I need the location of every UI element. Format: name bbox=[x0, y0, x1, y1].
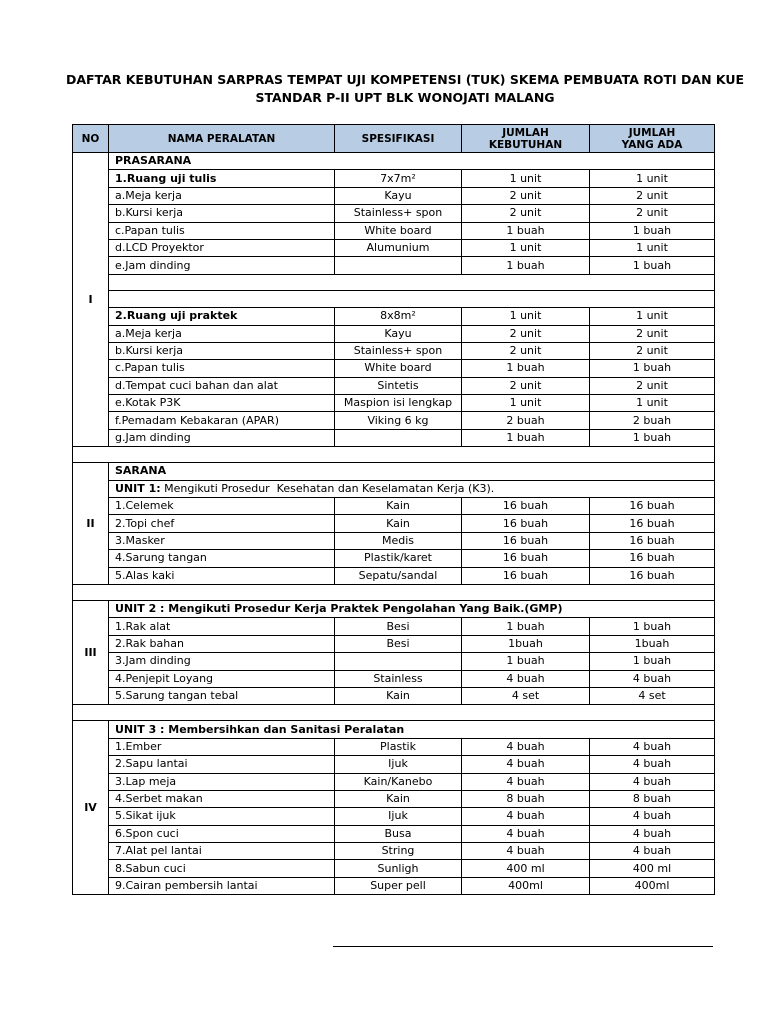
item-need: 1 buah bbox=[462, 222, 590, 239]
table-row bbox=[73, 635, 715, 652]
item-name: 5.Alas kaki bbox=[109, 567, 335, 584]
item-need: 4 buah bbox=[462, 738, 590, 755]
item-need: 8 buah bbox=[462, 790, 590, 807]
section-separator-row bbox=[73, 447, 715, 463]
item-need: 4 buah bbox=[462, 843, 590, 860]
table-row bbox=[73, 860, 715, 877]
spacer-cell bbox=[109, 274, 715, 290]
item-need: 1 buah bbox=[462, 360, 590, 377]
item-need: 400 ml bbox=[462, 860, 590, 877]
table-row bbox=[73, 187, 715, 204]
item-spec: Stainless+ spon bbox=[335, 205, 462, 222]
item-have: 2 unit bbox=[590, 187, 715, 204]
item-name: 3.Masker bbox=[109, 532, 335, 549]
section-heading: UNIT 2 : Mengikuti Prosedur Kerja Praktek Pengolahan Yang Baik.(GMP) bbox=[109, 600, 715, 617]
item-spec: Sepatu/sandal bbox=[335, 567, 462, 584]
item-need: 1 unit bbox=[462, 395, 590, 412]
header-nama-peralatan: NAMA PERALATAN bbox=[109, 125, 335, 153]
table-row bbox=[73, 567, 715, 584]
item-spec: Kain/Kanebo bbox=[335, 773, 462, 790]
item-spec: Kain bbox=[335, 498, 462, 515]
table-row bbox=[73, 687, 715, 704]
item-spec: Super pell bbox=[335, 877, 462, 894]
item-spec: Ijuk bbox=[335, 756, 462, 773]
item-need: 16 buah bbox=[462, 498, 590, 515]
item-need: 16 buah bbox=[462, 567, 590, 584]
header-jumlah-yang-ada-line-1: JUMLAH bbox=[628, 126, 676, 139]
item-need: 4 buah bbox=[462, 756, 590, 773]
item-spec: Stainless bbox=[335, 670, 462, 687]
item-need: 2 buah bbox=[462, 412, 590, 429]
item-have: 8 buah bbox=[590, 790, 715, 807]
item-need: 4 buah bbox=[462, 773, 590, 790]
item-need: 1 unit bbox=[462, 308, 590, 325]
item-spec: Kain bbox=[335, 515, 462, 532]
item-name: b.Kursi kerja bbox=[109, 342, 335, 359]
header-jumlah-kebutuhan bbox=[462, 125, 590, 153]
item-name: a.Meja kerja bbox=[109, 325, 335, 342]
item-have: 2 unit bbox=[590, 342, 715, 359]
item-name: 4.Penjepit Loyang bbox=[109, 670, 335, 687]
separator-cell bbox=[73, 705, 715, 721]
table-row bbox=[73, 412, 715, 429]
item-need: 1 buah bbox=[462, 653, 590, 670]
item-have: 4 buah bbox=[590, 738, 715, 755]
item-have: 16 buah bbox=[590, 532, 715, 549]
section-number: IV bbox=[73, 721, 109, 895]
item-have: 4 buah bbox=[590, 773, 715, 790]
unit-description bbox=[109, 480, 715, 497]
item-name: 8.Sabun cuci bbox=[109, 860, 335, 877]
item-spec: Kain bbox=[335, 687, 462, 704]
item-name: 5.Sikat ijuk bbox=[109, 808, 335, 825]
item-name: 1.Ruang uji tulis bbox=[109, 170, 335, 187]
item-have: 400 ml bbox=[590, 860, 715, 877]
item-need: 400ml bbox=[462, 877, 590, 894]
item-have: 16 buah bbox=[590, 550, 715, 567]
item-need: 2 unit bbox=[462, 325, 590, 342]
item-have: 1buah bbox=[590, 635, 715, 652]
separator-cell bbox=[73, 584, 715, 600]
item-name: a.Meja kerja bbox=[109, 187, 335, 204]
item-have: 16 buah bbox=[590, 515, 715, 532]
signature-line bbox=[333, 946, 713, 947]
item-have: 4 buah bbox=[590, 808, 715, 825]
item-spec: 8x8m² bbox=[335, 308, 462, 325]
item-have: 1 buah bbox=[590, 222, 715, 239]
item-name: 4.Sarung tangan bbox=[109, 550, 335, 567]
table-row bbox=[73, 239, 715, 256]
section-number: I bbox=[73, 153, 109, 447]
section-heading: PRASARANA bbox=[109, 153, 715, 170]
section-heading-row bbox=[73, 600, 715, 617]
table-row bbox=[73, 429, 715, 446]
item-spec bbox=[335, 429, 462, 446]
item-need: 1buah bbox=[462, 635, 590, 652]
item-have: 1 unit bbox=[590, 239, 715, 256]
item-spec: Maspion isi lengkap bbox=[335, 395, 462, 412]
item-spec: White board bbox=[335, 360, 462, 377]
item-have: 2 unit bbox=[590, 325, 715, 342]
item-need: 1 buah bbox=[462, 618, 590, 635]
table-row bbox=[73, 773, 715, 790]
item-need: 1 buah bbox=[462, 429, 590, 446]
item-have: 2 buah bbox=[590, 412, 715, 429]
table-row bbox=[73, 756, 715, 773]
table-body bbox=[73, 153, 715, 895]
item-name: g.Jam dinding bbox=[109, 429, 335, 446]
table-row bbox=[73, 170, 715, 187]
table-row bbox=[73, 515, 715, 532]
item-spec: White board bbox=[335, 222, 462, 239]
item-spec: Viking 6 kg bbox=[335, 412, 462, 429]
item-have: 1 unit bbox=[590, 395, 715, 412]
item-spec: 7x7m² bbox=[335, 170, 462, 187]
item-need: 2 unit bbox=[462, 377, 590, 394]
item-spec: Besi bbox=[335, 635, 462, 652]
item-have: 1 buah bbox=[590, 653, 715, 670]
item-spec: Sintetis bbox=[335, 377, 462, 394]
item-name: 2.Sapu lantai bbox=[109, 756, 335, 773]
section-separator-row bbox=[73, 705, 715, 721]
item-have: 400ml bbox=[590, 877, 715, 894]
section-heading-row bbox=[73, 463, 715, 480]
item-have: 2 unit bbox=[590, 377, 715, 394]
item-spec: Plastik bbox=[335, 738, 462, 755]
document-title-line-2: STANDAR P-II UPT BLK WONOJATI MALANG bbox=[255, 90, 555, 105]
table-row bbox=[73, 670, 715, 687]
section-heading: SARANA bbox=[109, 463, 715, 480]
table-row bbox=[73, 257, 715, 274]
item-name: 1.Celemek bbox=[109, 498, 335, 515]
item-have: 1 unit bbox=[590, 170, 715, 187]
item-spec bbox=[335, 653, 462, 670]
table-row bbox=[73, 532, 715, 549]
item-name: 3.Jam dinding bbox=[109, 653, 335, 670]
table-row bbox=[73, 342, 715, 359]
unit-row bbox=[73, 480, 715, 497]
table-row bbox=[73, 360, 715, 377]
spacer-row bbox=[73, 274, 715, 290]
table-row bbox=[73, 653, 715, 670]
item-name: 6.Spon cuci bbox=[109, 825, 335, 842]
section-number: II bbox=[73, 463, 109, 585]
unit-label: UNIT 1: bbox=[115, 481, 161, 495]
item-name: 4.Serbet makan bbox=[109, 790, 335, 807]
table-row bbox=[73, 377, 715, 394]
header-jumlah-yang-ada bbox=[590, 125, 715, 153]
item-spec: Alumunium bbox=[335, 239, 462, 256]
item-name: 7.Alat pel lantai bbox=[109, 843, 335, 860]
item-need: 4 buah bbox=[462, 670, 590, 687]
item-name: 1.Ember bbox=[109, 738, 335, 755]
item-name: f.Pemadam Kebakaran (APAR) bbox=[109, 412, 335, 429]
section-heading-row bbox=[73, 290, 715, 307]
item-spec: Kayu bbox=[335, 187, 462, 204]
section-heading-row bbox=[73, 153, 715, 170]
item-name: b.Kursi kerja bbox=[109, 205, 335, 222]
table-row bbox=[73, 498, 715, 515]
item-name: d.Tempat cuci bahan dan alat bbox=[109, 377, 335, 394]
section-separator-row bbox=[73, 584, 715, 600]
table-row bbox=[73, 308, 715, 325]
item-spec: Besi bbox=[335, 618, 462, 635]
table-row bbox=[73, 808, 715, 825]
document-title-line-1: DAFTAR KEBUTUHAN SARPRAS TEMPAT UJI KOMPETENSI (TUK) SKEMA PEMBUATA ROTI DAN KUE bbox=[65, 72, 745, 87]
item-name: 9.Cairan pembersih lantai bbox=[109, 877, 335, 894]
table-row bbox=[73, 618, 715, 635]
table-row bbox=[73, 877, 715, 894]
item-spec: Stainless+ spon bbox=[335, 342, 462, 359]
separator-cell bbox=[73, 447, 715, 463]
table-row bbox=[73, 738, 715, 755]
table-row bbox=[73, 205, 715, 222]
item-spec: Busa bbox=[335, 825, 462, 842]
item-name: 2.Rak bahan bbox=[109, 635, 335, 652]
item-spec: String bbox=[335, 843, 462, 860]
item-name: c.Papan tulis bbox=[109, 222, 335, 239]
unit-text: Mengikuti Prosedur Kesehatan dan Keselamatan Kerja (K3). bbox=[160, 481, 495, 495]
item-have: 4 buah bbox=[590, 756, 715, 773]
table-row bbox=[73, 395, 715, 412]
header-no: NO bbox=[73, 125, 109, 153]
equipment-table bbox=[72, 124, 715, 895]
item-name: e.Jam dinding bbox=[109, 257, 335, 274]
table-row bbox=[73, 325, 715, 342]
table-row bbox=[73, 550, 715, 567]
item-name: d.LCD Proyektor bbox=[109, 239, 335, 256]
item-have: 1 buah bbox=[590, 618, 715, 635]
item-spec: Medis bbox=[335, 532, 462, 549]
section-heading: UNIT 3 : Membersihkan dan Sanitasi Peralatan bbox=[109, 721, 715, 738]
item-need: 2 unit bbox=[462, 205, 590, 222]
table-row bbox=[73, 825, 715, 842]
item-need: 16 buah bbox=[462, 515, 590, 532]
table-row bbox=[73, 790, 715, 807]
item-have: 1 unit bbox=[590, 308, 715, 325]
item-have: 16 buah bbox=[590, 567, 715, 584]
item-have: 1 buah bbox=[590, 257, 715, 274]
item-spec: Ijuk bbox=[335, 808, 462, 825]
header-jumlah-kebutuhan-line-1: JUMLAH bbox=[502, 126, 549, 139]
header-jumlah-yang-ada-line-2: YANG ADA bbox=[621, 138, 683, 151]
item-need: 16 buah bbox=[462, 550, 590, 567]
item-spec bbox=[335, 257, 462, 274]
item-name: c.Papan tulis bbox=[109, 360, 335, 377]
item-need: 4 set bbox=[462, 687, 590, 704]
table-header-row bbox=[73, 125, 715, 153]
item-need: 16 buah bbox=[462, 532, 590, 549]
item-have: 2 unit bbox=[590, 205, 715, 222]
header-spesifikasi: SPESIFIKASI bbox=[335, 125, 462, 153]
item-spec: Sunligh bbox=[335, 860, 462, 877]
item-need: 4 buah bbox=[462, 808, 590, 825]
item-need: 4 buah bbox=[462, 825, 590, 842]
item-name: 2.Ruang uji praktek bbox=[109, 308, 335, 325]
item-spec: Plastik/karet bbox=[335, 550, 462, 567]
item-have: 4 buah bbox=[590, 843, 715, 860]
item-name: 2.Topi chef bbox=[109, 515, 335, 532]
item-have: 1 buah bbox=[590, 360, 715, 377]
item-spec: Kayu bbox=[335, 325, 462, 342]
table-row bbox=[73, 222, 715, 239]
item-need: 1 buah bbox=[462, 257, 590, 274]
item-have: 1 buah bbox=[590, 429, 715, 446]
header-jumlah-kebutuhan-line-2: KEBUTUHAN bbox=[488, 138, 563, 151]
item-need: 2 unit bbox=[462, 187, 590, 204]
item-name: 5.Sarung tangan tebal bbox=[109, 687, 335, 704]
item-have: 4 set bbox=[590, 687, 715, 704]
item-name: 1.Rak alat bbox=[109, 618, 335, 635]
item-need: 1 unit bbox=[462, 239, 590, 256]
item-need: 1 unit bbox=[462, 170, 590, 187]
section-heading bbox=[109, 290, 715, 307]
item-have: 4 buah bbox=[590, 825, 715, 842]
item-have: 16 buah bbox=[590, 498, 715, 515]
table-row bbox=[73, 843, 715, 860]
section-number: III bbox=[73, 600, 109, 704]
section-heading-row bbox=[73, 721, 715, 738]
item-name: 3.Lap meja bbox=[109, 773, 335, 790]
item-name: e.Kotak P3K bbox=[109, 395, 335, 412]
item-need: 2 unit bbox=[462, 342, 590, 359]
item-have: 4 buah bbox=[590, 670, 715, 687]
item-spec: Kain bbox=[335, 790, 462, 807]
